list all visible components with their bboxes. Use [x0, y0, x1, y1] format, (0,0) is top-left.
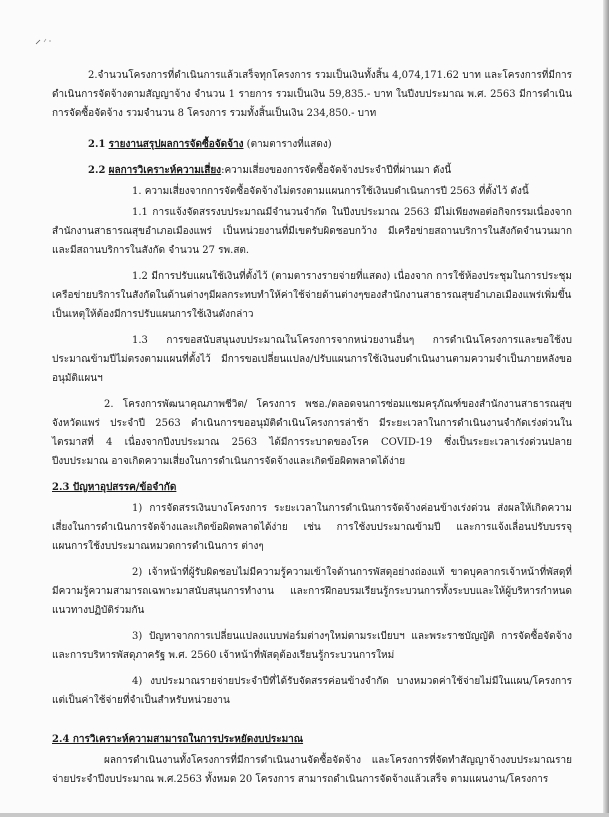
summary-paragraph: 2.จำนวนโครงการที่ดำเนินการแล้วเสร็จทุกโครงการ รวมเป็นเงินทั้งสิ้น 4,074,171.62 บาท และโครงการที่มีการดำเนินการจัดจ้างตามสัญญาจ้าง จำนวน 1 รายการ รวมเป็นเงิน 59,835.- บาท ในปีงบประมาณ พ.ศ. 2563 มีการดำเนินการจัดซื้อจัดจ้าง รวมจำนวน 8 โครงการ รวมทั้งสิ้นเป็นเงิน 234,850.- บาท [52, 70, 572, 119]
obstacle-item-3: 3) ปัญหาจากการเปลี่ยนแปลงแบบฟอร์มต่างๆใหม่ตามระเบียบฯ และพระราชบัญญัติ การจัดซื้อจัดจ้างและการบริหารพัสดุภาครัฐ พ.ศ. 2560 เจ้าหน้าที่พัสดุต้องเรียนรู้กระบวนการใหม่ [52, 631, 572, 661]
risk-item-2: 2. โครงการพัฒนาคุณภาพชีวิต/ โครงการ พชอ./ตลอดจนการซ่อมแซมครุภัณฑ์ของสำนักงานสาธารณสุขจังหวัดแพร่ ประจำปี 2563 ดำเนินการขออนุมัติดำเนินโครงการล่าช้า มีระยะเวลาในการดำเนินงานจำกัดเร่งด่วนในไตรมาสที่ 4 เนื่องจากปีงบประมาณ 2563 ได้มีการระบาดของโรค COVID-19 ซึ่งเป็นระยะเวลาเร่งด่วนปลายปีงบประมาณ อาจเกิดความเสี่ยงในการดำเนินการจัดจ้างและเกิดข้อผิดพลาดได้ง่าย [52, 399, 572, 467]
page-bottom-edge [0, 813, 609, 817]
obstacle-item-1: 1) การจัดสรรเงินบางโครงการ ระยะเวลาในการดำเนินการจัดจ้างค่อนข้างเร่งด่วน ส่งผลให้เกิดความเสี่ยงในการดำเนินการจัดจ้างและเกิดข้อผิดพลาดได้ง่าย เช่น การใช้งบประมาณข้ามปี และการแจ้งเลื่อนปรับบรรจุ แผนการใช้งบประมาณหมวดการดำเนินการ ต่างๆ [52, 503, 572, 552]
section-2-1-heading [52, 135, 572, 154]
section-2-4-heading: 2.4 การวิเคราะห์ความสามารถในการประหยัดงบประมาณ [52, 734, 304, 745]
pen-mark-icon [34, 36, 54, 46]
section-2-4-body: ผลการดำเนินงานทั้งโครงการที่มีการดำเนินงานจัดซื้อจัดจ้าง และโครงการที่จัดทำสัญญาจ้างงบประมาณรายจ่ายประจำปีงบประมาณ พ.ศ.2563 ทั้งหมด 20 โครงการ สามารถดำเนินการจัดจ้างแล้วเสร็จ ตามแผนงาน/โครงการ [52, 755, 572, 785]
section-2-1-number: 2.1 [88, 139, 106, 150]
risk-item-1-3: 1.3 การขอสนับสนุนงบประมาณในโครงการจากหน่วยงานอื่นๆ การดำเนินโครงการและขอใช้งบประมาณข้ามปีไม่ตรงตามแผนที่ตั้งไว้ มีการขอเปลี่ยนแปลง/ปรับแผนการใช้เงินงบดำเนินงานตามความจำเป็นภายหลังขออนุมัติแผนฯ [52, 335, 572, 384]
section-2-2-heading [52, 161, 572, 180]
section-2-2-desc: :ความเสี่ยงของการจัดซื้อจัดจ้างประจำปีที่ผ่านมา ดังนี้ [221, 165, 452, 176]
section-2-1-note: (ตามตารางที่แสดง) [246, 139, 332, 150]
risk-item-1-1: 1.1 การแจ้งจัดสรรงบประมาณมีจำนวนจำกัด ในปีงบประมาณ 2563 มีไม่เพียงพอต่อกิจกรรมเนื่องจากสำนักงานสาธารณสุขอำเภอเมืองแพร่ เป็นหน่วยงานที่มีเขตรับผิดชอบกว้าง มีเครือข่ายสถานบริการในสังกัดจำนวนมากและมีสถานบริการในสังกัด จำนวน 27 รพ.สต. [52, 207, 572, 256]
section-2-3-heading: 2.3 ปัญหาอุปสรรค/ข้อจำกัด [52, 482, 177, 493]
risk-item-1: 1. ความเสี่ยงจากการจัดซื้อจัดจ้างไม่ตรงตามแผนการใช้เงินบดำเนินการปี 2563 ที่ตั้งไว้ ดังนี้ [132, 186, 529, 197]
obstacle-item-4: 4) งบประมาณรายจ่ายประจำปีที่ได้รับจัดสรรค่อนข้างจำกัด บางหมวดค่าใช้จ่ายไม่มีในแผน/โครงการ แต่เป็นค่าใช้จ่ายที่จำเป็นสำหรับหน่วยงาน [52, 676, 572, 706]
risk-item-1-2: 1.2 มีการปรับแผนใช้เงินที่ตั้งไว้ (ตามตารางรายจ่ายที่แสดง) เนื่องจาก การใช้ห้องประชุมในการประชุมเครือข่ายบริการในสังกัดในด้านต่างๆมีผลกระทบทำให้ค่าใช้จ่ายด้านต่างๆของสำนักงานสาธารณสุขอำเภอเมืองแพร่เพิ่มขึ้น เป็นเหตุให้ต้องมีการปรับแผนการใช้เงินดังกล่าว [52, 271, 572, 320]
obstacle-item-2: 2) เจ้าหน้าที่ผู้รับผิดชอบไม่มีความรู้ความเข้าใจด้านการพัสดุอย่างถ่องแท้ ขาดบุคลากรเจ้าหน้าที่พัสดุที่มีความรู้ความสามารถเฉพาะมาสนับสนุนการทำงาน และการฝึกอบรมเรียนรู้กระบวนการทั้งระบบและให้ผู้บริหารกำหนดแนวทางปฏิบัติร่วมกัน [52, 567, 572, 616]
section-2-2-number: 2.2 [88, 165, 106, 176]
section-2-1-title: รายงานสรุปผลการจัดซื้อจัดจ้าง [108, 139, 244, 150]
document-body [52, 66, 572, 789]
section-2-2-title: ผลการวิเคราะห์ความเสี่ยง [108, 165, 222, 176]
page-edge-shadow [603, 0, 609, 817]
